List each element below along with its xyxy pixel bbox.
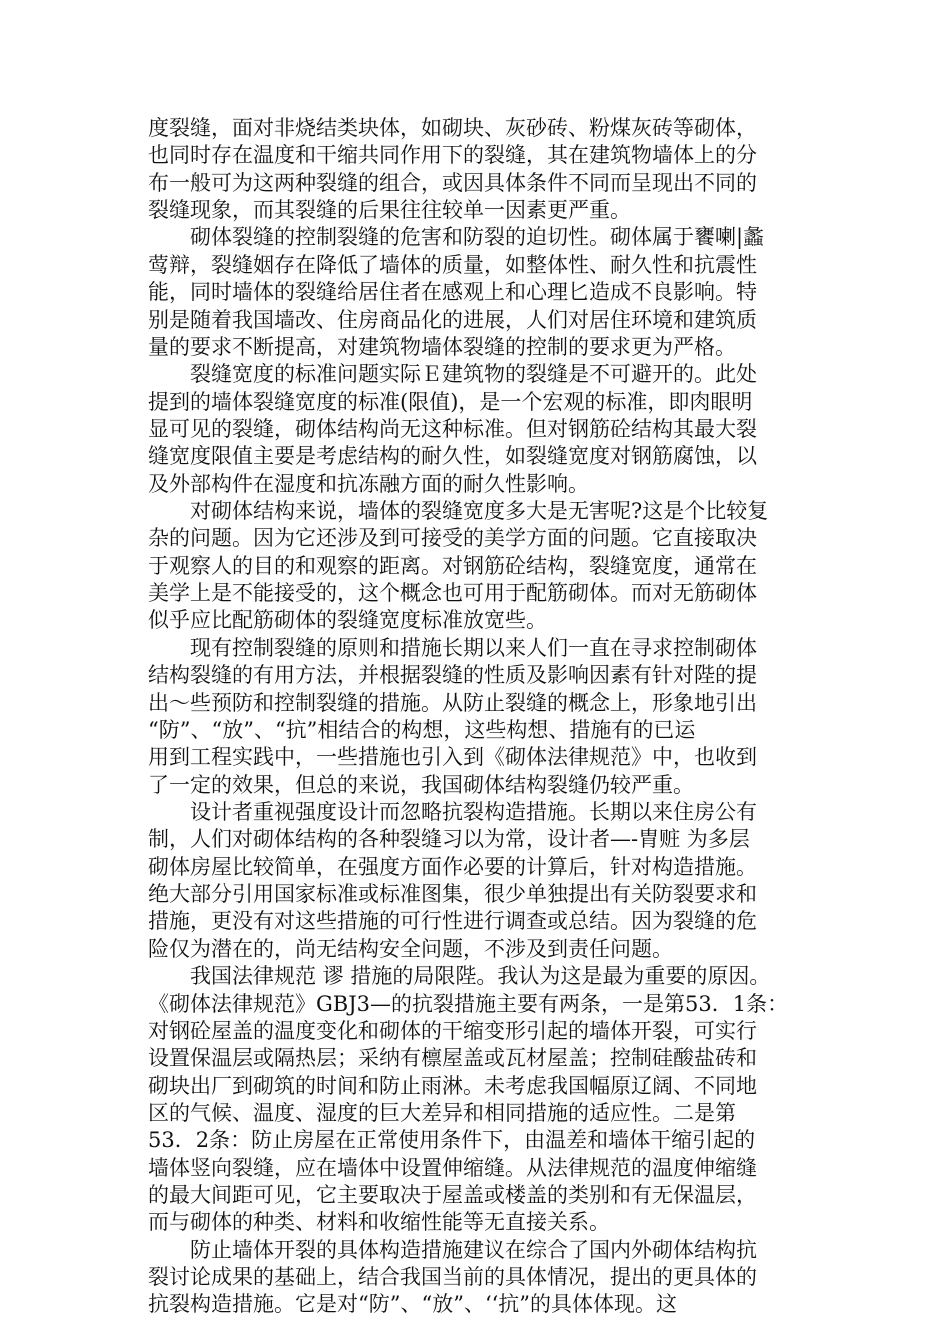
text-line: 结构裂缝的有用方法，并根据裂缝的性质及影响因素有针对陛的提: [148, 663, 757, 688]
text-line: 措施，更没有对这些措施的可行性进行调查或总结。因为裂缝的危: [148, 909, 757, 934]
text-line: 险仅为潜在的，尚无结构安全问题，不涉及到责任问题。: [148, 936, 673, 961]
text-line: 度裂缝，面对非烧结类块体，如砌块、灰砂砖、粉煤灰砖等砌体，: [148, 116, 757, 140]
text-line: 我国法律规范 谬 措施的局限陛。我认为这是最为重要的原因。: [148, 964, 771, 989]
text-line: 设计者重视强度设计而忽略抗裂构造措施。长期以来住房公有: [148, 799, 757, 824]
text-line: 制，人们对砌体结构的各种裂缝习以为常，设计者—-胄赃 为多层: [148, 827, 750, 852]
text-line: 对砌体结构来说，墙体的裂缝宽度多大是无害呢?这是个比较复: [148, 499, 769, 524]
text-line: 缝宽度限值主要是考虑结构的耐久性，如裂缝宽度对钢筋腐蚀，以: [148, 444, 757, 469]
text-line: 似乎应比配筋砌体的裂缝宽度标准放宽些。: [148, 608, 547, 633]
text-line: 防止墙体开裂的具体构造措施建议在综合了国内外砌体结构抗: [148, 1237, 757, 1262]
text-line: 砌体房屋比较简单，在强度方面作必要的计算后，针对构造措施。: [148, 854, 757, 879]
text-line: 设置保温层或隔热层；采纳有檩屋盖或瓦材屋盖；控制硅酸盐砖和: [148, 1046, 757, 1071]
text-line: 能，同时墙体的裂缝给居住者在感观上和心理匕造成不良影响。特: [148, 280, 757, 305]
text-line: 布一般可为这两种裂缝的组合，或因具体条件不同而呈现出不同的: [148, 170, 757, 195]
text-line: 别是随着我国墙改、住房商品化的进展，人们对居住环境和建筑质: [148, 307, 757, 332]
text-line: 用到工程实践中，一些措施也引入到《砌体法律规范》中，也收到: [148, 745, 757, 770]
text-line: 也同时存在温度和干缩共同作用下的裂缝，其在建筑物墙体上的分: [148, 143, 757, 168]
text-line: 量的要求不断提高，对建筑物墙体裂缝的控制的要求更为严格。: [148, 334, 736, 359]
text-line: 砌块出厂到砌筑的时间和防止雨淋。未考虑我国幅原辽阔、不同地: [148, 1073, 757, 1098]
text-line: “防”、“放”、“抗”相结合的构想，这些构想、措施有的已运: [148, 717, 696, 742]
text-line: 出～些预防和控制裂缝的措施。从防止裂缝的概念上，形象地引出: [148, 690, 757, 715]
text-line: 的最大间距可见，它主要取决于屋盖或楼盖的类别和有无保温层，: [148, 1183, 757, 1208]
text-line: 现有控制裂缝的原则和措施长期以来人们一直在寻求控制砌体: [148, 635, 757, 660]
text-line: 抗裂构造措施。它是对“防”、“放”、‘‘抗”的具体体现。这: [148, 1292, 678, 1317]
text-line: 墙体竖向裂缝，应在墙体中设置伸缩缝。从法律规范的温度伸缩缝: [148, 1155, 757, 1180]
text-line: 于观察人的目的和观察的距离。对钢筋砼结构，裂缝宽度，通常在: [148, 553, 757, 578]
text-line: 砌体裂缝的控制裂缝的危害和防裂的迫切性。砌体属于饔喇|蠡: [148, 225, 765, 250]
text-line: 裂缝宽度的标准问题实际Ｅ建筑物的裂缝是不可避开的。此处: [148, 362, 757, 387]
text-line: 区的气候、温度、湿度的巨大差异和相同措施的适应性。二是第: [148, 1100, 736, 1125]
text-line: 53．2条：防止房屋在正常使用条件下，由温差和墙体干缩引起的: [148, 1128, 756, 1153]
text-line: 而与砌体的种类、材料和收缩性能等无直接关系。: [148, 1210, 610, 1235]
text-line: 提到的墙体裂缝宽度的标准(限值)，是一个宏观的标准，即肉眼明: [148, 389, 753, 414]
text-line: 对钢砼屋盖的温度变化和砌体的干缩变形引起的墙体开裂，可实行: [148, 1018, 757, 1043]
text-line: 裂讨论成果的基础上，结合我国当前的具体情况，提出的更具体的: [148, 1265, 757, 1290]
text-line: 美学上是不能接受的，这个概念也可用于配筋砌体。而对无筋砌体: [148, 581, 757, 606]
text-line: 了一定的效果，但总的来说，我国砌体结构裂缝仍较严重。: [148, 772, 694, 797]
text-line: 莺辩，裂缝姻存在降低了墙体的质量，如整体性、耐久性和抗震性: [148, 252, 757, 277]
text-line: 及外部构件在湿度和抗冻融方面的耐久性影响。: [148, 471, 589, 496]
text-line: 显可见的裂缝，砌体结构尚无这种标准。但对钢筋砼结构其最大裂: [148, 416, 757, 441]
text-line: 绝大部分引用国家标准或标准图集，很少单独提出有关防裂要求和: [148, 882, 757, 907]
text-line: 杂的问题。因为它还涉及到可接受的美学方面的问题。它直接取决: [148, 526, 757, 551]
body-text: [148, 115, 848, 1319]
text-line: 《砌体法律规范》GBJ3—的抗裂措施主要有两条，一是第53．1条：: [148, 991, 789, 1016]
text-line: 裂缝现象，而其裂缝的后果往往较单一因素更严重。: [148, 198, 631, 223]
